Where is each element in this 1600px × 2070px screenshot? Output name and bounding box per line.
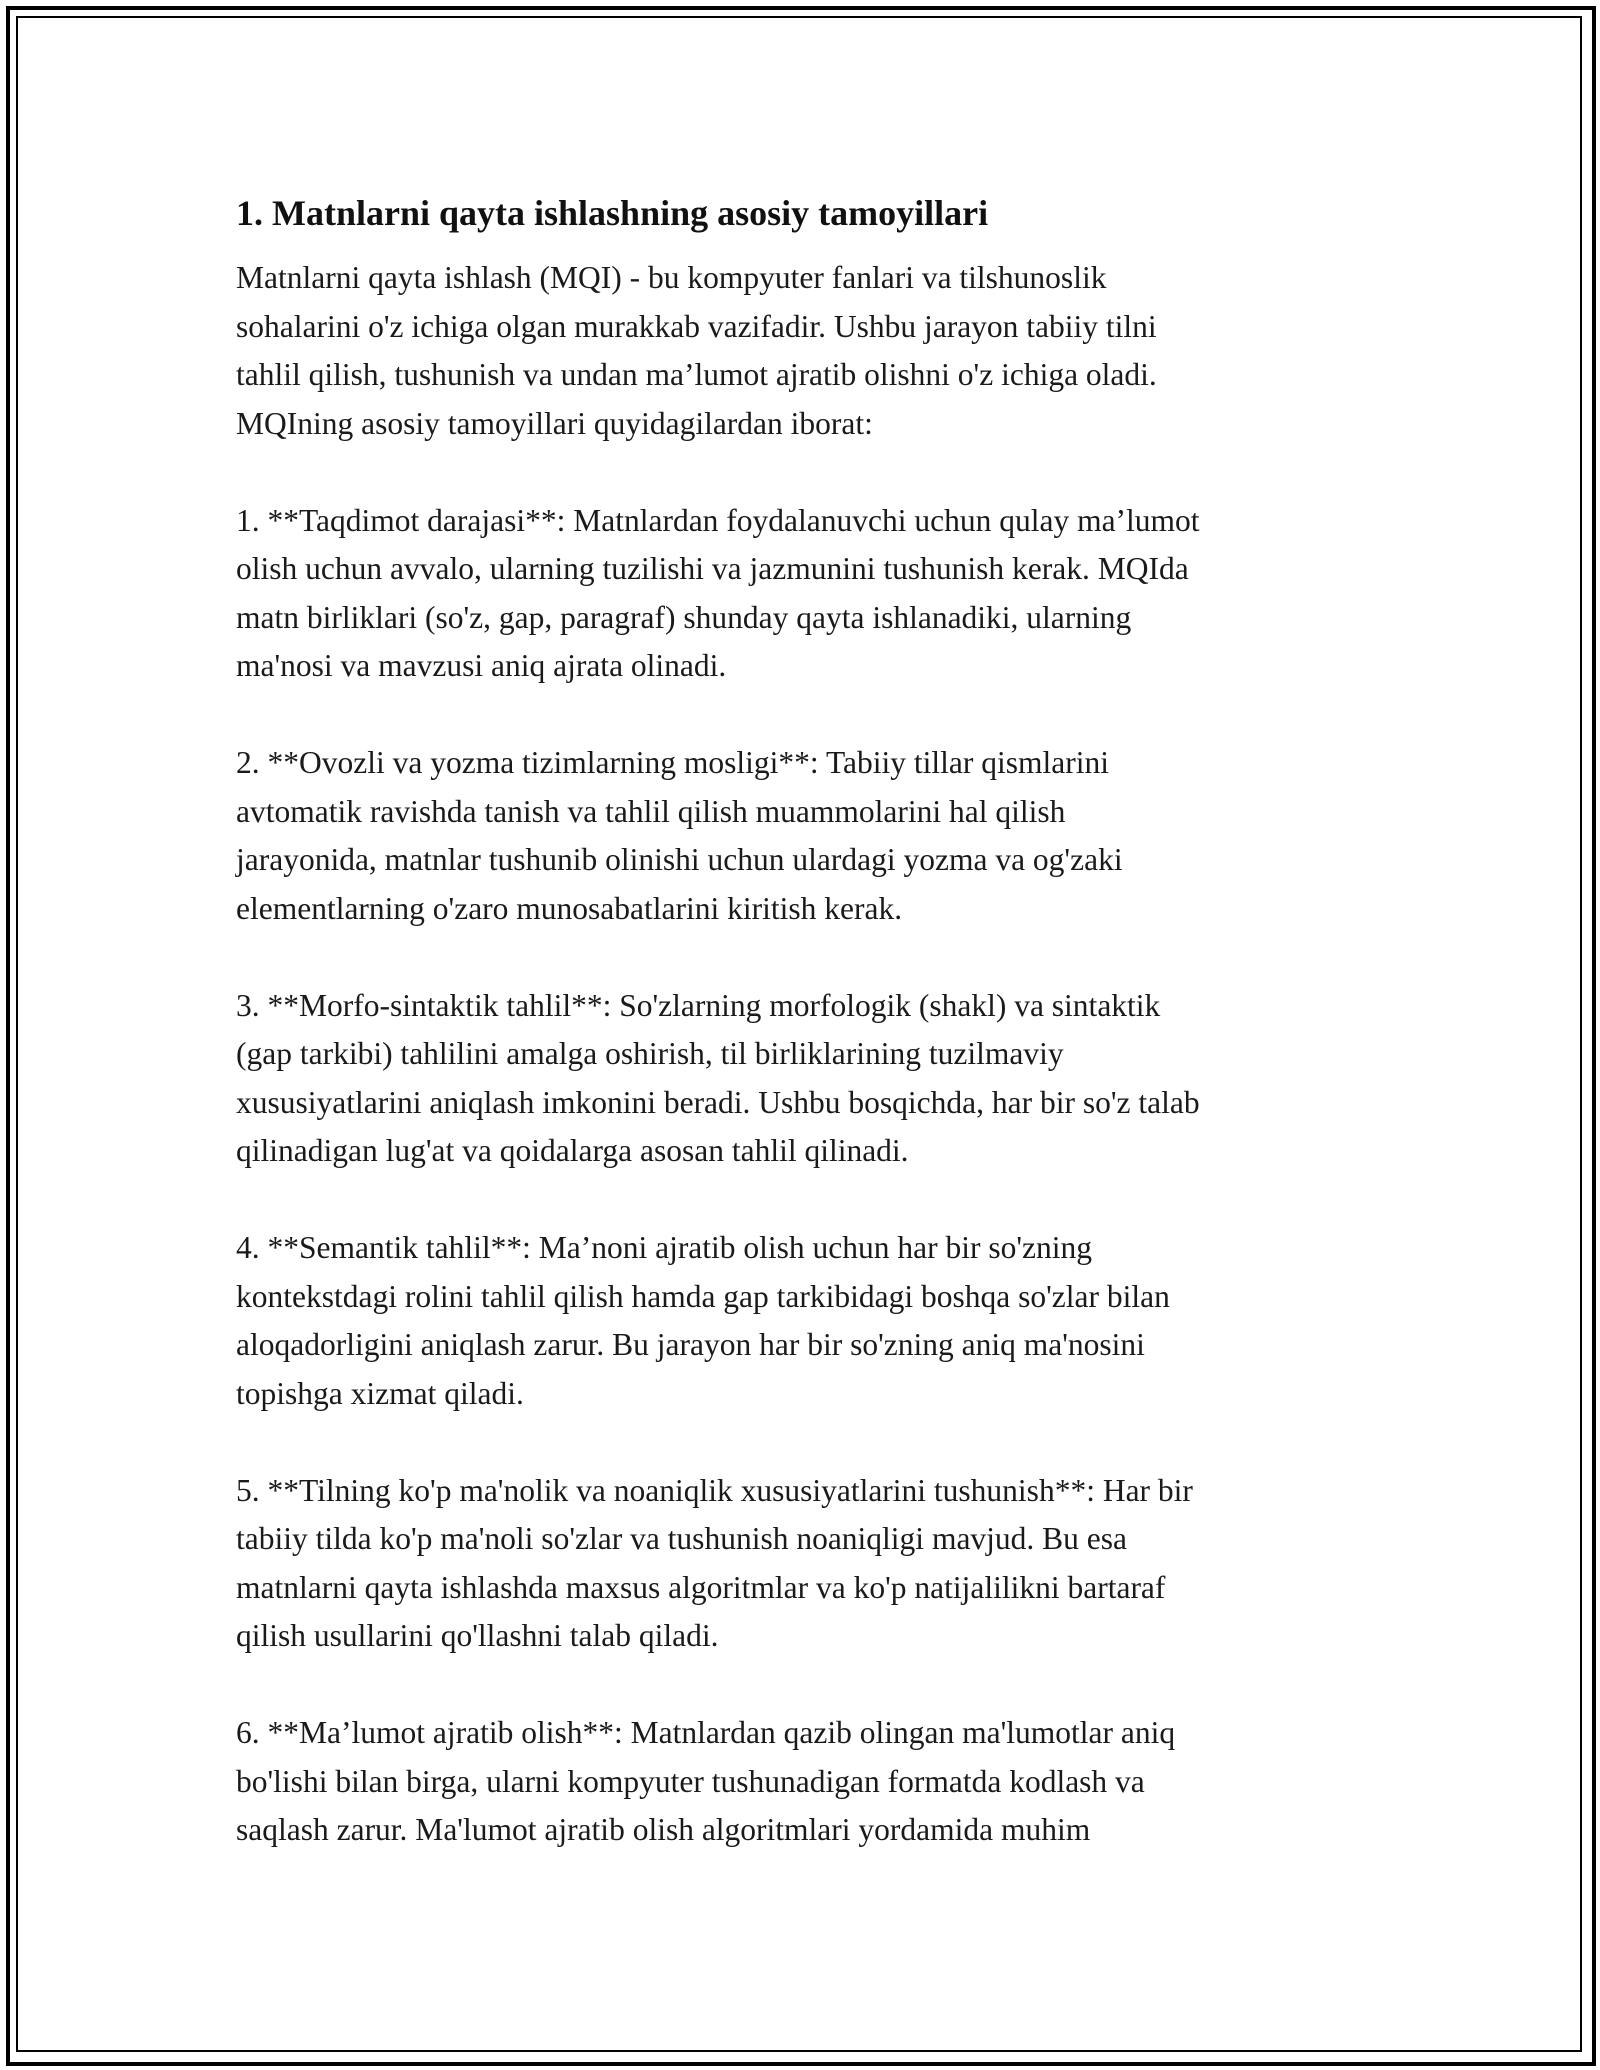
paragraph-line: olish uchun avvalo, ularning tuzilishi va jazmunini tushunish kerak. MQIda	[236, 551, 1189, 586]
paragraph-line: tabiiy tilda ko'p ma'noli so'zlar va tushunish noaniqligi mavjud. Bu esa	[236, 1521, 1128, 1556]
paragraph-line: 6. **Ma’lumot ajratib olish**: Matnlardan qazib olingan ma'lumotlar aniq	[236, 1715, 1176, 1750]
paragraph-line: aloqadorligini aniqlash zarur. Bu jarayon har bir so'zning aniq ma'nosini	[236, 1327, 1145, 1362]
paragraph-line: kontekstdagi rolini tahlil qilish hamda gap tarkibidagi boshqa so'zlar bilan	[236, 1278, 1170, 1314]
paragraph-line: tahlil qilish, tushunish va undan ma’lumot ajratib olishni o'z ichiga oladi.	[236, 357, 1157, 392]
paragraph	[236, 739, 1366, 933]
paragraph	[236, 1467, 1366, 1661]
paragraph-line: 1. **Taqdimot darajasi**: Matnlardan foydalanuvchi uchun qulay ma’lumot	[236, 502, 1200, 538]
paragraph	[236, 497, 1366, 691]
paragraph-line: ma'nosi va mavzusi aniq ajrata olinadi.	[236, 648, 727, 683]
paragraph-line: sohalarini o'z ichiga olgan murakkab vazifadir. Ushbu jarayon tabiiy tilni	[236, 308, 1157, 344]
paragraph-line: MQIning asosiy tamoyillari quyidagilardan iborat:	[236, 405, 873, 441]
paragraph	[236, 982, 1366, 1176]
paragraph-line: avtomatik ravishda tanish va tahlil qilish muammolarini hal qilish	[236, 793, 1066, 829]
paragraph	[236, 1709, 1366, 1855]
section-heading: 1. Matnlarni qayta ishlashning asosiy tamoyillari	[236, 193, 989, 233]
paragraph-line: topishga xizmat qiladi.	[236, 1375, 524, 1411]
paragraph-line: 5. **Tilning ko'p ma'nolik va noaniqlik xususiyatlarini tushunish**: Har bir	[236, 1472, 1193, 1508]
paragraph-line: xususiyatlarini aniqlash imkonini beradi. Ushbu bosqichda, har bir so'z talab	[236, 1084, 1200, 1120]
paragraph-line: saqlash zarur. Ma'lumot ajratib olish algoritmlari yordamida muhim	[236, 1812, 1091, 1847]
paragraph-line: Matnlarni qayta ishlash (MQI) - bu kompyuter fanlari va tilshunoslik	[236, 260, 1107, 295]
paragraph-line: matn birliklari (so'z, gap, paragraf) shunday qayta ishlanadiki, ularning	[236, 599, 1132, 635]
paragraph	[236, 254, 1366, 448]
paragraph-line: qilish usullarini qo'llashni talab qiladi.	[236, 1618, 719, 1653]
paragraph-line: 3. **Morfo-sintaktik tahlil**: So'zlarning morfologik (shakl) va sintaktik	[236, 987, 1161, 1023]
paragraph-line: qilinadigan lug'at va qoidalarga asosan tahlil qilinadi.	[236, 1133, 909, 1168]
paragraph-line: elementlarning o'zaro munosabatlarini kiritish kerak.	[236, 890, 903, 926]
paragraph-line: 2. **Ovozli va yozma tizimlarning mosligi**: Tabiiy tillar qismlarini	[236, 745, 1109, 780]
document-body	[236, 188, 1366, 1903]
paragraph-line: jarayonida, matnlar tushunib olinishi uchun ulardagi yozma va og'zaki	[236, 842, 1123, 877]
paragraph-list	[236, 254, 1366, 1855]
paragraph	[236, 1224, 1366, 1418]
paragraph-line: bo'lishi bilan birga, ularni kompyuter tushunadigan formatda kodlash va	[236, 1763, 1145, 1799]
paragraph-line: matnlarni qayta ishlashda maxsus algoritmlar va ko'p natijalilikni bartaraf	[236, 1569, 1166, 1605]
paragraph-line: 4. **Semantik tahlil**: Ma’noni ajratib olish uchun har bir so'zning	[236, 1230, 1093, 1265]
paragraph-line: (gap tarkibi) tahlilini amalga oshirish, til birliklarining tuzilmaviy	[236, 1036, 1064, 1071]
